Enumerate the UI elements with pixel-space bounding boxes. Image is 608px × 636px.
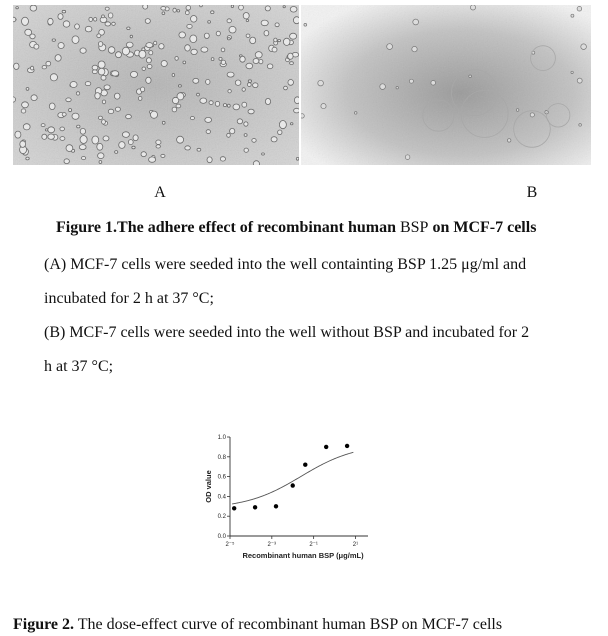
cell-mark <box>242 102 247 107</box>
cell-mark <box>128 140 133 145</box>
cell-mark <box>571 14 574 17</box>
cell-mark <box>92 136 99 144</box>
cell-mark <box>130 71 137 77</box>
cell-mark <box>246 19 248 21</box>
cell-mark <box>146 58 151 63</box>
cell-mark <box>209 101 213 105</box>
cell-mark <box>20 141 26 148</box>
cell-mark <box>228 90 231 93</box>
cell-mark <box>248 80 251 83</box>
cell-mark <box>16 7 19 9</box>
cell-mark <box>284 86 288 90</box>
data-point <box>345 444 349 448</box>
cell-mark <box>227 104 230 107</box>
cell-mark <box>49 103 55 110</box>
cell-mark <box>183 61 186 64</box>
cell-mark <box>255 52 262 58</box>
cell-mark <box>185 11 189 15</box>
caption-a-line2: incubated for 2 h at 37 °C; <box>44 290 214 307</box>
cell-mark <box>98 153 104 159</box>
cell-mark <box>469 75 472 78</box>
cell-mark <box>97 34 101 38</box>
cell-mark <box>250 37 256 44</box>
cell-mark <box>102 15 105 18</box>
cell-mark <box>318 80 324 86</box>
cell-mark <box>146 77 151 83</box>
cell-mark <box>30 5 37 11</box>
cell-mark <box>227 19 231 23</box>
caption-a-line1: (A) MCF-7 cells were seeded into the well containting BSP 1.25 μg/ml and <box>44 256 527 273</box>
cell-mark <box>272 47 277 52</box>
fit-curve <box>232 452 353 504</box>
cell-mark <box>246 34 250 37</box>
caption-b-line1: (B) MCF-7 cells were seeded into the well without BSP and incubated for 2 <box>44 324 530 341</box>
cell-mark <box>60 127 65 131</box>
cell-mark <box>76 92 79 95</box>
cell-mark <box>290 7 297 13</box>
cell-mark <box>261 20 268 26</box>
cell-mark <box>146 43 153 48</box>
cell-mark <box>23 124 30 130</box>
cell-mark <box>206 130 210 134</box>
cell-mark <box>191 49 197 54</box>
cell-mark <box>577 78 582 83</box>
cell-mark <box>246 63 253 69</box>
cell-mark <box>66 98 71 102</box>
cell-mark <box>60 137 65 141</box>
cell-mark <box>271 137 277 142</box>
cell-mark <box>105 7 109 10</box>
cell-mark <box>211 11 214 14</box>
cell-mark <box>161 154 165 157</box>
cell-mark <box>162 121 165 124</box>
cell-mark <box>126 42 133 47</box>
cell-mark <box>147 65 152 69</box>
cell-mark <box>55 55 61 62</box>
cell-mark <box>108 47 115 54</box>
cell-mark <box>70 82 77 88</box>
cell-mark <box>259 59 263 63</box>
cell-mark <box>77 125 80 128</box>
cell-mark <box>108 13 113 18</box>
cell-mark <box>64 159 69 164</box>
cell-mark <box>301 114 304 118</box>
cell-mark <box>581 44 587 50</box>
cell-mark <box>58 14 63 20</box>
cell-mark <box>200 98 207 103</box>
x-tick-label: 2⁻⁵ <box>225 542 235 548</box>
cell-mark <box>99 161 102 164</box>
figure1-title-bold: Figure 1.The adhere effect of recombinant human <box>56 219 400 236</box>
cell-mark <box>244 122 248 126</box>
cell-mark <box>201 47 208 52</box>
cell-mark <box>294 97 299 104</box>
micrograph-a-image <box>13 5 299 165</box>
cell-mark <box>102 100 105 104</box>
cell-mark <box>149 51 153 55</box>
cell-mark <box>112 22 116 25</box>
cell-mark <box>265 98 270 104</box>
cell-mark <box>172 107 177 112</box>
cell-mark <box>279 121 286 129</box>
cell-mark <box>62 113 66 117</box>
cell-mark <box>177 10 180 12</box>
cell-mark <box>219 57 222 60</box>
cell-mark <box>387 44 393 50</box>
cell-mark <box>42 134 47 139</box>
cell-mark <box>205 117 212 122</box>
cell-mark <box>98 61 105 68</box>
figure2-title <box>13 616 502 634</box>
cell-mark <box>293 17 299 24</box>
cell-mark <box>431 81 436 86</box>
cell-mark <box>178 85 181 87</box>
cell-mark <box>105 22 111 26</box>
cell-mark <box>116 52 122 58</box>
micrograph-b <box>301 5 591 165</box>
cell-mark <box>63 21 70 27</box>
cell-mark <box>80 128 85 134</box>
cell-mark <box>25 29 32 35</box>
cell-mark <box>69 109 72 112</box>
cell-mark <box>72 36 79 44</box>
cell-mark <box>244 148 248 152</box>
cell-mark <box>162 12 165 15</box>
data-point <box>303 463 307 467</box>
micrograph-a <box>13 5 299 165</box>
cell-mark <box>41 124 45 127</box>
cell-mark <box>141 152 146 157</box>
cell-mark <box>267 64 273 69</box>
cell-mark <box>354 112 357 115</box>
cell-mark <box>85 82 91 86</box>
cell-mark <box>274 38 277 42</box>
panel-label-a: A <box>154 184 166 201</box>
data-point <box>324 445 328 449</box>
cell-mark <box>221 48 225 52</box>
figure1-title-normal: BSP <box>399 219 429 236</box>
cell-mark <box>94 18 97 22</box>
cell-mark <box>21 109 26 113</box>
cell-mark <box>145 19 150 24</box>
cell-mark <box>244 134 247 137</box>
cell-mark <box>52 39 55 41</box>
cell-mark <box>412 46 417 51</box>
cell-mark <box>288 53 293 59</box>
cell-mark <box>290 33 297 39</box>
cell-mark <box>141 87 145 92</box>
cell-mark <box>197 148 201 151</box>
cell-mark <box>177 136 184 143</box>
cell-mark <box>243 13 249 19</box>
cell-mark <box>191 16 197 23</box>
cell-mark <box>321 104 326 109</box>
cell-mark <box>154 41 157 45</box>
cell-mark <box>31 66 34 70</box>
cell-mark <box>247 83 251 87</box>
cell-mark <box>149 157 156 162</box>
cell-mark <box>242 88 245 92</box>
cell-mark <box>46 61 51 66</box>
cell-mark <box>380 84 386 90</box>
cell-mark <box>82 157 86 160</box>
cell-mark <box>15 131 21 138</box>
cell-mark <box>92 70 97 74</box>
cell-mark <box>290 123 293 125</box>
cell-mark <box>26 157 29 160</box>
cell-mark <box>85 26 92 32</box>
cell-mark <box>204 33 209 38</box>
cell-mark <box>34 44 39 49</box>
cell-mark <box>92 65 98 70</box>
cell-mark <box>229 26 236 33</box>
cell-mark <box>112 71 119 76</box>
cell-mark <box>79 145 86 150</box>
cell-mark <box>98 116 102 119</box>
y-axis-label: OD value <box>204 470 213 503</box>
cell-mark <box>227 38 230 40</box>
cell-mark <box>48 18 53 24</box>
cell-mark <box>253 59 259 64</box>
cell-mark <box>278 40 281 42</box>
cell-mark <box>516 109 519 112</box>
cell-mark <box>193 78 199 83</box>
cell-mark <box>233 104 240 110</box>
figure2-title-normal: The dose-effect curve of recombinant human BSP on MCF-7 cells <box>74 616 503 633</box>
cell-mark <box>72 113 79 119</box>
cell-mark <box>470 5 475 10</box>
cell-mark <box>278 130 282 135</box>
cell-mark <box>161 61 167 67</box>
cell-mark <box>80 48 86 53</box>
cell-mark <box>304 23 307 26</box>
cell-mark <box>156 145 160 148</box>
cell-mark <box>396 87 398 89</box>
cell-mark <box>197 93 200 96</box>
cell-mark <box>22 102 29 108</box>
cell-mark <box>108 109 113 113</box>
cell-mark <box>97 143 103 150</box>
cell-mark <box>103 136 109 141</box>
cell-mark <box>216 31 220 36</box>
cell-mark <box>220 157 225 161</box>
cell-mark <box>130 35 132 38</box>
cell-mark <box>13 17 16 22</box>
cell-mark <box>187 24 192 28</box>
cell-mark <box>413 19 419 25</box>
caption-b-line2: h at 37 °C; <box>44 358 114 375</box>
cell-mark <box>237 119 242 124</box>
cell-mark <box>62 10 66 13</box>
cell-mark <box>208 21 211 24</box>
cell-mark <box>227 72 234 77</box>
x-tick-label: 2¹ <box>352 542 359 548</box>
figure1-title-bold-end: on MCF-7 cells <box>428 219 537 236</box>
x-axis-label: Recombinant human BSP (μg/mL) <box>242 551 364 560</box>
cell-mark <box>265 6 270 11</box>
cell-mark <box>206 79 210 84</box>
y-tick-label: 0.2 <box>217 514 226 521</box>
cell-mark <box>288 80 294 86</box>
figure1-title <box>56 219 596 237</box>
y-tick-label: 0.8 <box>217 454 226 461</box>
cell-mark <box>133 135 138 141</box>
cell-mark <box>95 93 100 99</box>
cell-mark <box>283 6 285 8</box>
cell-mark <box>294 108 299 113</box>
cell-mark <box>239 5 244 10</box>
cell-mark <box>248 109 254 114</box>
cell-mark <box>283 38 290 45</box>
cell-mark <box>126 115 132 119</box>
cell-mark <box>122 47 129 55</box>
cell-mark <box>161 7 166 11</box>
cell-mark <box>200 5 203 7</box>
cell-mark <box>172 97 178 103</box>
cell-mark <box>31 95 37 101</box>
cell-mark <box>80 136 87 144</box>
data-point <box>253 505 257 509</box>
cell-mark <box>138 96 142 100</box>
cell-mark <box>579 124 582 127</box>
cell-mark <box>230 128 235 133</box>
cell-mark <box>119 142 125 149</box>
cell-mark <box>127 27 130 30</box>
cell-mark <box>227 133 231 137</box>
cell-mark <box>89 17 93 21</box>
cell-mark <box>115 107 120 111</box>
cell-mark <box>115 151 118 154</box>
cell-mark <box>211 58 214 61</box>
cell-mark <box>48 127 55 133</box>
cell-mark <box>143 5 148 9</box>
cell-mark <box>50 74 57 81</box>
cell-mark <box>190 117 194 120</box>
cell-mark <box>264 31 269 36</box>
data-point <box>274 504 278 508</box>
x-tick-label: 2⁻³ <box>267 542 277 548</box>
cell-mark <box>176 104 181 108</box>
cell-mark <box>221 60 225 64</box>
cell-mark <box>185 45 191 51</box>
cell-mark <box>173 8 176 12</box>
cell-mark <box>185 146 191 150</box>
y-tick-label: 1.0 <box>217 435 226 441</box>
cell-mark <box>98 68 105 75</box>
cell-mark <box>58 43 64 49</box>
cell-mark <box>48 134 55 139</box>
data-point <box>291 483 295 487</box>
cell-mark <box>223 104 226 107</box>
cell-mark <box>139 50 146 58</box>
cell-mark <box>235 80 241 85</box>
cell-mark <box>207 157 212 163</box>
cell-mark <box>262 153 265 155</box>
x-tick-label: 2⁻¹ <box>309 542 318 548</box>
cell-mark <box>190 35 197 43</box>
cell-mark <box>253 161 259 165</box>
cell-mark <box>186 6 191 11</box>
cell-mark <box>175 57 178 61</box>
cell-mark <box>98 42 102 47</box>
cell-mark <box>151 111 158 118</box>
cell-mark <box>172 74 175 77</box>
cell-mark <box>290 62 294 65</box>
y-tick-label: 0.6 <box>217 474 226 481</box>
cell-mark <box>179 32 186 38</box>
data-point <box>232 506 236 510</box>
cell-mark <box>275 23 279 27</box>
cell-mark <box>42 66 46 69</box>
cell-mark <box>102 120 106 125</box>
dose-effect-chart <box>190 425 390 565</box>
cell-mark <box>13 97 16 102</box>
cell-mark <box>253 83 258 88</box>
cell-mark <box>239 55 242 57</box>
cell-mark <box>75 24 80 29</box>
cell-mark <box>142 67 146 70</box>
cell-mark <box>215 101 219 106</box>
cell-mark <box>252 139 256 143</box>
cell-mark <box>22 17 29 25</box>
cell-mark <box>409 79 413 83</box>
panel-label-b: B <box>526 184 538 201</box>
cell-mark <box>14 63 19 69</box>
figure2-title-bold: Figure 2. <box>13 616 75 633</box>
cell-mark <box>571 71 573 73</box>
cell-mark <box>132 146 135 149</box>
cell-mark <box>231 5 233 8</box>
cell-mark <box>114 93 120 99</box>
cell-mark <box>122 132 129 138</box>
cell-mark <box>530 113 534 117</box>
cell-mark <box>296 157 299 160</box>
micrograph-b-image <box>301 5 591 165</box>
cell-mark <box>405 155 410 160</box>
cell-mark <box>66 145 73 152</box>
cell-mark <box>156 140 161 144</box>
y-tick-label: 0.0 <box>217 534 226 540</box>
cell-mark <box>577 6 582 11</box>
cell-mark <box>159 44 164 49</box>
cell-mark <box>26 88 29 91</box>
cell-mark <box>508 139 511 142</box>
y-tick-label: 0.4 <box>217 494 226 501</box>
cell-mark <box>104 85 110 90</box>
